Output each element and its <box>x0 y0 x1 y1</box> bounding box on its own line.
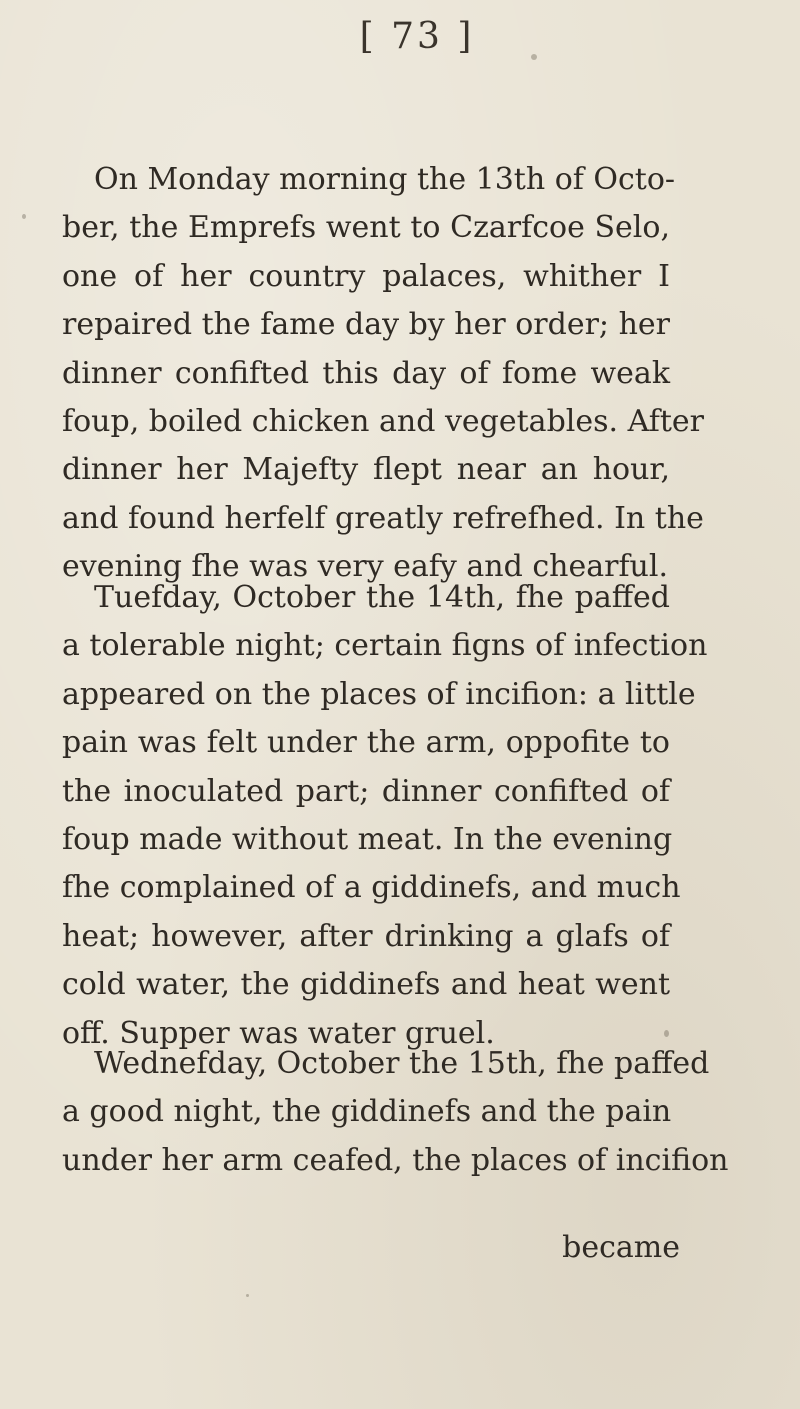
text-line: Tuefday, October the 14th, fhe paffed <box>94 580 670 615</box>
text-line: the inoculated part; dinner confifted of <box>62 773 670 809</box>
text-line: repaired the fame day by her order; her <box>62 307 670 343</box>
text-line: ber, the Emprefs went to Czarfcoe Selo, <box>62 210 670 246</box>
text-line: foup, boiled chicken and vegetables. After <box>62 403 704 439</box>
text-line: heat; however, after drinking a glafs of <box>62 918 670 954</box>
paragraph-wednesday <box>62 1040 729 1185</box>
text-line: On Monday morning the 13th of Octo- <box>94 162 676 197</box>
text-line: evening fhe was very eafy and chearful. <box>62 549 669 585</box>
paper-speck <box>22 214 26 219</box>
text-line: dinner confifted this day of fome weak <box>62 355 670 391</box>
text-line: fhe complained of a giddinefs, and much <box>62 870 681 906</box>
paper-speck <box>531 54 537 60</box>
text-line: off. Supper was water gruel. <box>62 1015 495 1051</box>
page-number: [ 73 ] <box>359 16 475 57</box>
catchword: became <box>562 1230 680 1265</box>
text-line: and found herfelf greatly refrefhed. In the <box>62 500 704 536</box>
text-line: foup made without meat. In the evening <box>62 821 673 857</box>
paper-speck <box>664 1030 669 1037</box>
paper-speck <box>246 1294 249 1297</box>
text-line: under her arm ceafed, the places of incifion <box>62 1142 729 1178</box>
text-line: dinner her Majefty flept near an hour, <box>62 452 670 488</box>
text-line: a tolerable night; certain figns of infection <box>62 628 708 664</box>
paragraph-tuesday <box>62 574 708 1058</box>
paragraph-monday <box>62 156 704 592</box>
text-line: one of her country palaces, whither I <box>62 258 670 294</box>
text-line: cold water, the giddinefs and heat went <box>62 967 670 1003</box>
text-line: a good night, the giddinefs and the pain <box>62 1094 672 1130</box>
text-line: Wednefday, October the 15th, fhe paffed <box>94 1046 710 1081</box>
text-line: appeared on the places of incifion: a little <box>62 676 696 712</box>
text-line: pain was felt under the arm, oppofite to <box>62 725 670 761</box>
